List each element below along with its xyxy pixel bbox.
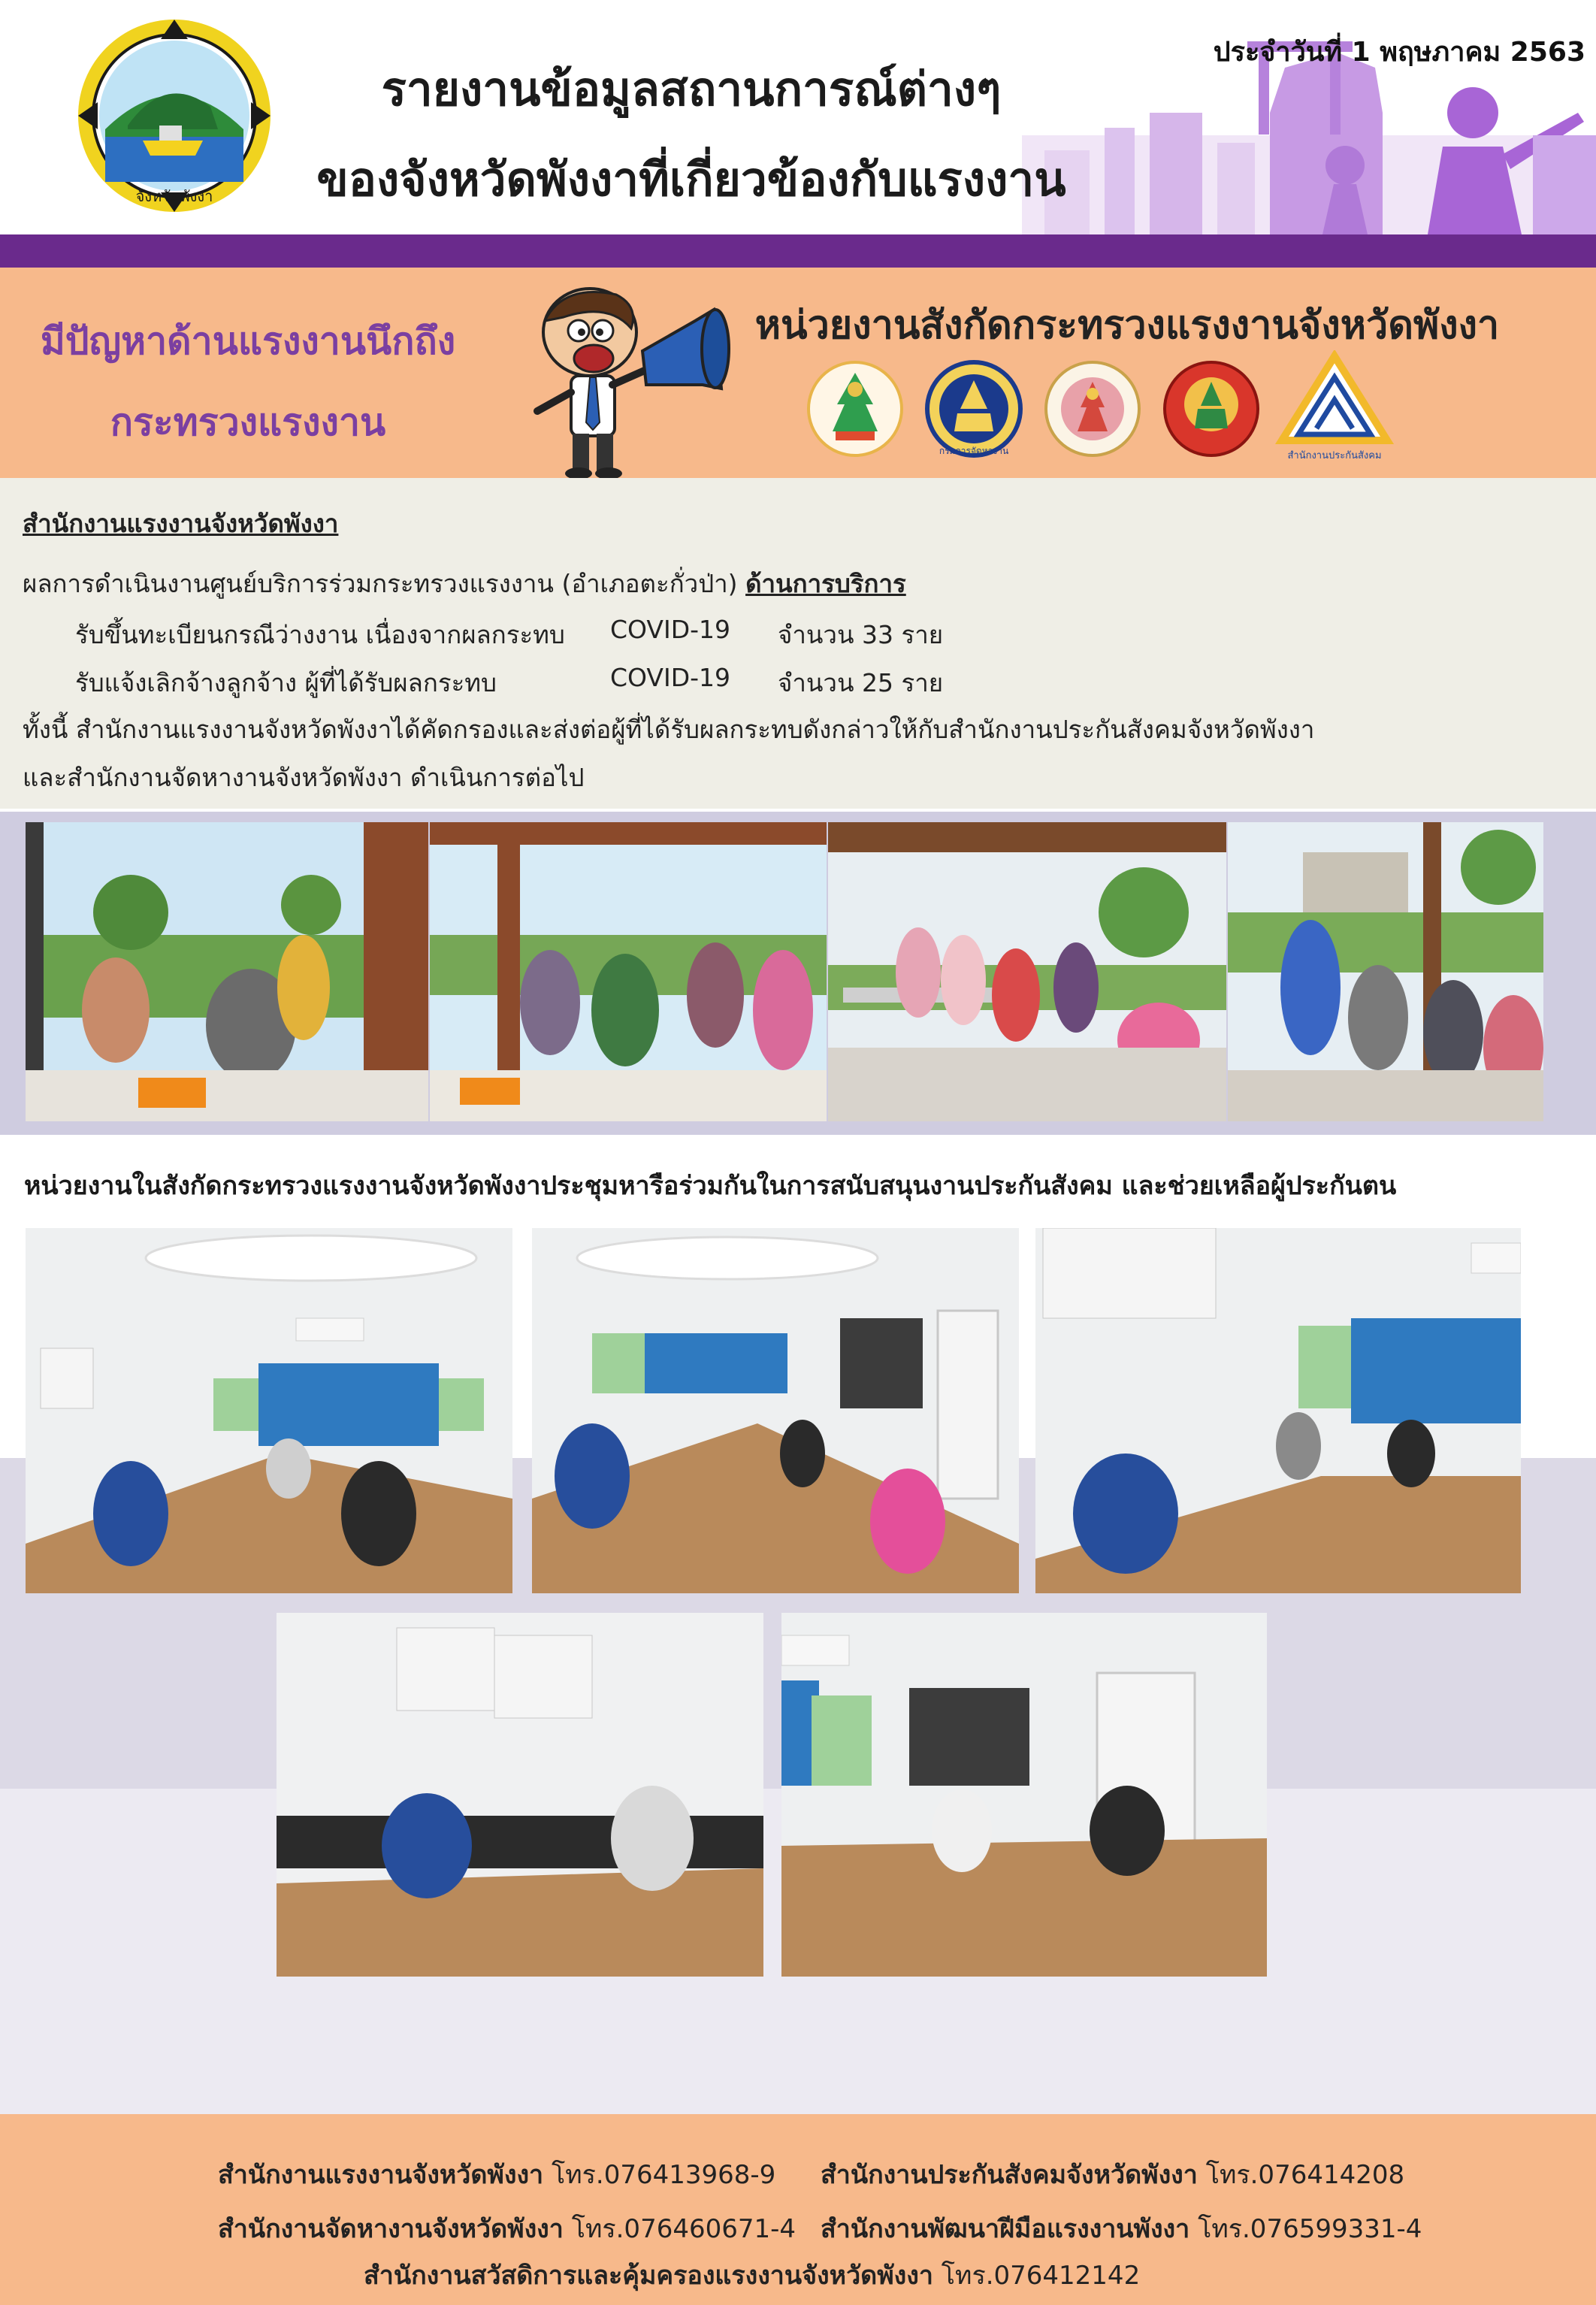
service-intro: ผลการดำเนินงานศูนย์บริการร่วมกระทรวงแรงงาน (อำเภอตะกั่วป่า) [23, 569, 738, 598]
summary-line-2: และสำนักงานจัดหางานจังหวัดพังงา ดำเนินการต่อไป [23, 763, 585, 792]
contact-skill-development-office [821, 2208, 1422, 2249]
stat-row-label-2: รับแจ้งเลิกจ้างลูกจ้าง ผู้ที่ได้รับผลกระทบ [75, 668, 497, 697]
contact-name: สำนักงานสวัสดิการและคุ้มครองแรงงานจังหวัดพังงา [364, 2261, 933, 2291]
service-counter-photo-1 [26, 822, 428, 1121]
service-counter-photo-2 [430, 822, 827, 1121]
contact-name: สำนักงานประกันสังคมจังหวัดพังงา [821, 2160, 1198, 2190]
seal-label: จังหวัดพังงา [135, 187, 213, 205]
banner-slogan [30, 301, 466, 463]
report-title-line1: รายงานข้อมูลสถานการณ์ต่างๆ [381, 62, 1002, 116]
meeting-photo-3 [1035, 1228, 1521, 1593]
contact-name: สำนักงานแรงงานจังหวัดพังงา [218, 2160, 544, 2190]
contact-labor-office [218, 2154, 775, 2195]
contact-phone: โทร.076414208 [1205, 2160, 1405, 2190]
banner-slogan-line2: กระทรวงแรงงาน [110, 401, 386, 444]
stat-row-cause-2: COVID-19 [610, 663, 731, 692]
stat-row-count-2: จำนวน 25 ราย [778, 668, 944, 697]
meeting-caption: หน่วยงานในสังกัดกระทรวงแรงงานจังหวัดพังงาประชุมหารือร่วมกันในการสนับสนุนงานประกันสังคม และช่วยเหลือผู้ประกันตน [24, 1171, 1397, 1201]
report-date: ประจำวันที่ 1 พฤษภาคม 2563 [1213, 37, 1585, 68]
stat-row-label-1: รับขึ้นทะเบียนกรณีว่างงาน เนื่องจากผลกระทบ [75, 620, 565, 649]
social-security-logo-text: สำนักงานประกันสังคม [1287, 450, 1382, 461]
contact-phone: โทร.076413968-9 [551, 2160, 776, 2190]
social-security-logo [1274, 350, 1395, 463]
phang-nga-province-seal [75, 17, 274, 215]
office-title: สำนักงานแรงงานจังหวัดพังงา [23, 509, 339, 538]
meeting-photo-5 [781, 1613, 1267, 1977]
megaphone-cartoon-icon [518, 280, 744, 482]
contact-welfare-office [364, 2255, 1140, 2295]
labor-ministry-logo [806, 359, 905, 458]
meeting-photo-2 [532, 1228, 1019, 1593]
contact-name: สำนักงานจัดหางานจังหวัดพังงา [218, 2214, 564, 2244]
meeting-photo-4 [277, 1613, 763, 1977]
stat-row-cause-1: COVID-19 [610, 615, 731, 644]
contact-phone: โทร.076460671-4 [571, 2214, 796, 2244]
stat-row-count-1: จำนวน 33 ราย [778, 620, 944, 649]
welfare-dept-logo [1162, 359, 1261, 458]
employment-dept-logo-text: กรมการจัดหางาน [939, 446, 1009, 456]
header-divider-bar [0, 234, 1596, 268]
contact-social-security-office [821, 2154, 1404, 2195]
skill-dev-logo [1043, 359, 1142, 458]
contact-employment-office [218, 2208, 796, 2249]
service-emphasis: ด้านการบริการ [745, 569, 906, 598]
contact-phone: โทร.076599331-4 [1198, 2214, 1422, 2244]
contact-name: สำนักงานพัฒนาฝีมือแรงงานพังงา [821, 2214, 1190, 2244]
employment-dept-logo [924, 359, 1023, 458]
agencies-title: หน่วยงานสังกัดกระทรวงแรงงานจังหวัดพังงา [754, 303, 1500, 348]
service-results-line [23, 564, 906, 603]
meeting-photo-1 [26, 1228, 512, 1593]
contact-phone: โทร.076412142 [941, 2261, 1141, 2291]
banner-slogan-line1: มีปัญหาด้านแรงงานนึกถึง [40, 319, 456, 363]
service-waiting-area-photo [828, 822, 1226, 1121]
summary-line-1: ทั้งนี้ สำนักงานแรงงานจังหวัดพังงาได้คัดกรองและส่งต่อผู้ที่ได้รับผลกระทบดังกล่าวให้กับสำนักงานประกันสังคมจังหวัดพังงา [23, 715, 1315, 744]
service-queue-photo [1228, 822, 1543, 1121]
report-title-line2: ของจังหวัดพังงาที่เกี่ยวข้องกับแรงงาน [316, 152, 1066, 207]
